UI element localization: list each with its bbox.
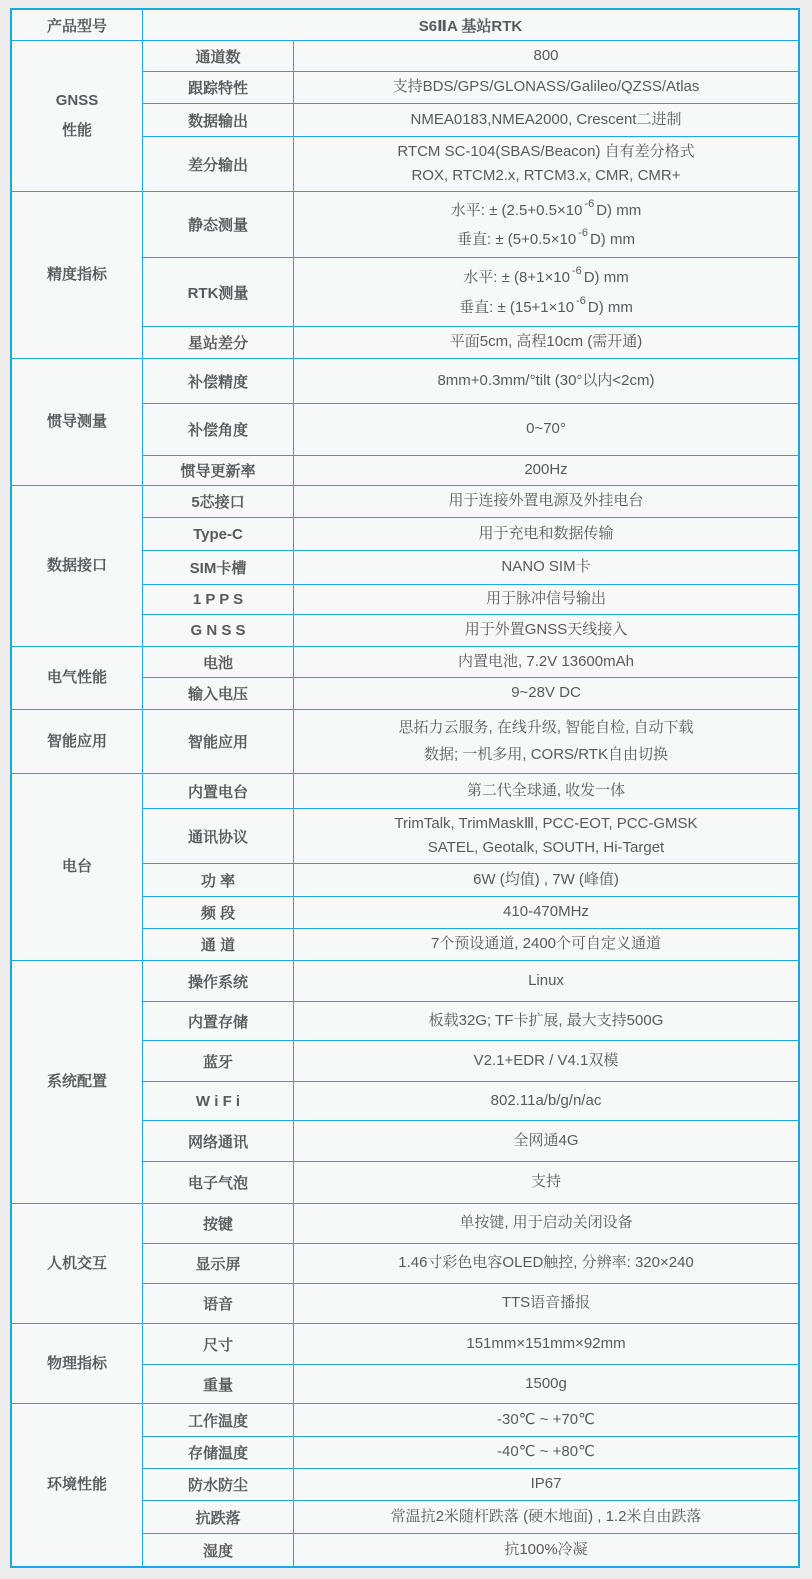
category-label: GNSS [55,92,99,109]
spec-row [143,1121,798,1162]
value-line [459,295,633,320]
value-text: -40℃ ~ +80℃ [497,1443,595,1461]
value-line [497,1441,595,1464]
value-line [397,141,694,164]
value-line [466,1333,625,1356]
superscript-exponent: -6 [571,265,582,277]
value-text: 1.46寸彩色电容OLED触控, 分辨率: 320×240 [398,1254,694,1272]
spec-row [143,864,798,897]
category-label: 人机交互 [46,1254,107,1272]
value-line [497,1409,595,1432]
spec-group [12,646,798,709]
group-rows [143,192,798,358]
param-value [294,104,798,136]
value-line [531,1171,561,1194]
spec-row [143,1324,798,1365]
param-label: 智能应用 [143,710,294,773]
value-line [525,1373,567,1396]
spec-row [143,1404,798,1437]
param-label: 重量 [143,1365,294,1403]
param-label: 差分输出 [143,137,294,191]
value-line [524,459,567,482]
category-label: 精度指标 [46,266,107,283]
param-label: 通道数 [143,41,294,71]
spec-row [143,1501,798,1534]
value-line [463,265,628,290]
spec-row [143,41,798,72]
value-line [513,1130,578,1153]
param-label: 按键 [143,1204,294,1243]
spec-group [12,1203,798,1323]
param-label: 湿度 [143,1534,294,1566]
spec-row [143,1469,798,1501]
spec-row [143,486,798,518]
spec-row [143,809,798,864]
value-line [486,588,606,611]
value-line [411,165,680,188]
param-label: 蓝牙 [143,1041,294,1081]
value-text: V2.1+EDR / V4.1双模 [473,1051,619,1069]
value-line [491,1090,602,1113]
param-label: 操作系统 [143,961,294,1001]
spec-row [143,1002,798,1041]
value-text: 用于连接外置电源及外挂电台 [448,492,644,510]
value-text: 第二代全球通, 收发一体 [466,781,626,799]
spec-row [143,678,798,709]
value-text: 800 [533,46,559,64]
param-value [294,585,798,614]
param-label: 抗跌落 [143,1501,294,1533]
param-value [294,929,798,960]
value-text: 水平: ± (8+1×10 [463,269,570,286]
param-value [294,1284,798,1323]
category-label: 电台 [61,858,92,875]
group-rows [143,647,798,709]
param-value [294,551,798,584]
value-text: 1500g [525,1374,567,1392]
spec-row [143,137,798,191]
value-text: 数据; 一机多用, CORS/RTK自由切换 [424,745,668,763]
param-value [294,456,798,485]
param-label: 星站差分 [143,327,294,358]
spec-row [143,192,798,258]
superscript-exponent: -6 [578,226,588,239]
param-value [294,192,798,257]
group-rows [143,1404,798,1566]
spec-group [12,960,798,1203]
spec-row [143,72,798,104]
param-label: 网络通讯 [143,1121,294,1161]
category-label: 系统配置 [46,1073,107,1090]
value-text: 7个预设通道, 2400个可自定义通道 [430,935,662,953]
category-cell [12,359,143,485]
param-label: 电池 [143,647,294,677]
spec-groups-container [12,40,798,1566]
param-value [294,1437,798,1468]
value-line [393,76,700,99]
value-line [533,45,558,68]
spec-group [12,773,798,960]
value-text: TTS语音播报 [501,1294,591,1312]
spec-row [143,897,798,929]
spec-row [143,1365,798,1403]
param-value [294,72,798,103]
value-line [526,418,566,441]
category-label: 性能 [61,122,92,139]
value-text: 支持BDS/GPS/GLONASS/Galileo/QZSS/Atlas [392,78,700,96]
value-text: TrimTalk, TrimMaskⅢ, PCC-EOT, PCC-GMSK [394,814,698,832]
value-text: 用于充电和数据传输 [478,524,614,542]
param-label: RTK测量 [143,258,294,326]
value-text: 200Hz [524,461,568,479]
category-cell [12,1404,143,1566]
value-text: ROX, RTCM2.x, RTCM3.x, CMR, CMR+ [411,166,681,184]
value-line [473,869,619,892]
value-line [474,1050,619,1073]
value-text: 6W (均值) , 7W (峰值) [473,870,619,888]
category-label: 环境性能 [46,1476,107,1493]
param-label: 静态测量 [143,192,294,257]
value-text: 全网通4G [513,1131,579,1149]
param-label: 通讯协议 [143,809,294,863]
param-value [294,41,798,71]
value-line [511,682,581,705]
value-text: 单按键, 用于启动关闭设备 [459,1214,633,1232]
group-rows [143,359,798,485]
spec-row [143,1041,798,1082]
param-value [294,710,798,773]
spec-row [143,404,798,456]
category-cell [12,710,143,773]
param-value [294,809,798,863]
value-line [448,490,643,513]
value-text: SATEL, Geotalk, SOUTH, Hi-Target [427,838,665,856]
value-text: 410-470MHz [503,903,589,921]
value-text: 常温抗2米随杆跌落 (硬木地面) , 1.2米自由跌落 [390,1507,702,1525]
spec-row [143,585,798,615]
value-line [424,744,668,767]
spec-group [12,191,798,358]
group-rows [143,41,798,191]
value-text: 板载32G; TF卡扩展, 最大支持500G [428,1011,664,1029]
value-text: RTCM SC-104(SBAS/Beacon) 自有差分格式 [397,142,695,160]
value-line [459,1212,632,1235]
value-text: NMEA0183,NMEA2000, Crescent二进制 [410,110,682,128]
product-spec-table [10,8,800,1568]
table-header-row [12,10,798,40]
param-value [294,1469,798,1500]
value-text: 抗100%冷凝 [504,1540,588,1558]
param-value [294,137,798,191]
value-line [501,556,590,579]
category-label: 数据接口 [46,557,107,574]
value-line [503,901,589,924]
param-label: 惯导更新率 [143,456,294,485]
spec-row [143,359,798,404]
category-cell [12,774,143,960]
spec-group [12,1403,798,1566]
value-line [398,1252,694,1275]
category-cell [12,486,143,646]
spec-group [12,485,798,646]
param-label: W i F i [143,1082,294,1120]
param-label: 频 段 [143,897,294,928]
category-label: 物理指标 [46,1354,107,1372]
param-label: 功 率 [143,864,294,896]
spec-group [12,709,798,773]
value-line [429,1010,664,1033]
param-value [294,1324,798,1364]
group-rows [143,1324,798,1403]
value-text: 9~28V DC [511,684,581,702]
value-text: D) mm [596,202,642,219]
value-text: D) mm [587,298,633,316]
param-value [294,774,798,808]
param-value [294,1204,798,1243]
param-value [294,1534,798,1566]
spec-row [143,1082,798,1121]
value-text: 用于脉冲信号输出 [485,590,606,608]
param-value [294,1041,798,1081]
spec-row [143,327,798,358]
param-label: 补偿精度 [143,359,294,403]
value-line [451,198,641,223]
param-label: G N S S [143,615,294,646]
spec-row [143,1204,798,1244]
param-value [294,897,798,928]
value-text: IP67 [530,1475,562,1493]
value-text: 水平: ± (2.5+0.5×10 [450,202,583,219]
param-label: 跟踪特性 [143,72,294,103]
value-line [391,1506,702,1529]
category-label: 电气性能 [46,669,107,686]
param-value [294,1244,798,1283]
spec-row [143,1284,798,1323]
category-cell [12,41,143,191]
param-value [294,1082,798,1120]
spec-group [12,358,798,485]
value-text: 支持 [530,1173,561,1191]
param-value [294,404,798,455]
spec-group [12,1323,798,1403]
value-text: 151mm×151mm×92mm [466,1334,626,1352]
param-value [294,1404,798,1436]
value-text: NANO SIM卡 [501,558,591,576]
spec-row [143,929,798,960]
product-model-value: S6ⅡA 基站RTK [418,17,523,35]
param-label: 输入电压 [143,678,294,709]
category-cell [12,961,143,1203]
value-text: 垂直: ± (5+0.5×10 [457,230,577,248]
param-label: 防水防尘 [143,1469,294,1500]
value-text: 内置电池, 7.2V 13600mAh [458,652,634,670]
superscript-exponent: -6 [584,198,595,210]
param-value [294,1162,798,1203]
param-value [294,961,798,1001]
spec-row [143,710,798,773]
spec-row [143,961,798,1002]
spec-row [143,1244,798,1284]
value-text: 用于外置GNSS天线接入 [464,621,628,639]
category-cell [12,192,143,358]
param-label: SIM卡槽 [143,551,294,584]
param-label: 通 道 [143,929,294,960]
spec-row [143,1437,798,1469]
param-label: 补偿角度 [143,404,294,455]
product-model-label: 产品型号 [12,10,143,40]
value-text: D) mm [589,230,635,248]
spec-row [143,258,798,327]
spec-row [143,615,798,646]
param-label: 存储温度 [143,1437,294,1468]
group-rows [143,774,798,960]
category-cell [12,647,143,709]
param-label: 数据输出 [143,104,294,136]
param-label: 工作温度 [143,1404,294,1436]
spec-row [143,551,798,585]
value-text: D) mm [583,269,629,286]
group-rows [143,1204,798,1323]
param-value [294,1501,798,1533]
value-text: 平面5cm, 高程10cm (需开通) [449,333,643,351]
value-line [431,933,661,956]
value-line [478,523,613,546]
spec-row [143,1162,798,1203]
value-line [411,109,682,132]
spec-row [143,104,798,137]
category-cell [12,1204,143,1323]
value-line [437,370,654,393]
value-line [465,619,628,642]
value-text: 垂直: ± (15+1×10 [459,298,575,316]
param-value [294,486,798,517]
spec-row [143,647,798,678]
value-line [394,813,697,836]
value-line [467,780,625,803]
category-label: 智能应用 [46,732,107,750]
param-label: 5芯接口 [143,486,294,517]
param-value [294,258,798,326]
value-text: 0~70° [526,420,566,438]
value-text: 思拓力云服务, 在线升级, 智能自检, 自动下载 [398,718,694,736]
param-value [294,647,798,677]
superscript-exponent: -6 [576,294,586,307]
value-text: -30℃ ~ +70℃ [497,1410,595,1428]
param-value [294,1121,798,1161]
spec-row [143,774,798,809]
param-value [294,518,798,550]
group-rows [143,710,798,773]
value-line [428,837,664,860]
spec-row [143,1534,798,1566]
param-label: 电子气泡 [143,1162,294,1203]
param-value [294,359,798,403]
param-label: 语音 [143,1284,294,1323]
param-value [294,1002,798,1040]
value-line [457,227,635,252]
value-line [450,331,643,354]
value-line [502,1292,590,1315]
param-value [294,678,798,709]
param-value [294,615,798,646]
value-line [528,970,564,993]
value-line [398,717,693,740]
category-cell [12,1324,143,1403]
param-value [294,1365,798,1403]
category-label: 惯导测量 [46,413,107,430]
param-label: 1 P P S [143,585,294,614]
value-line [531,1473,562,1496]
spec-group [12,40,798,191]
value-line [458,651,634,674]
value-text: 8mm+0.3mm/°tilt (30°以内<2cm) [437,371,655,389]
param-value [294,327,798,358]
group-rows [143,486,798,646]
value-text: 802.11a/b/g/n/ac [490,1091,602,1109]
spec-row [143,518,798,551]
value-text: Linux [528,971,564,989]
param-label: 内置存储 [143,1002,294,1040]
value-line [504,1539,587,1562]
param-label: 尺寸 [143,1324,294,1364]
param-label: 内置电台 [143,774,294,808]
spec-row [143,456,798,485]
param-label: Type-C [143,518,294,550]
param-label: 显示屏 [143,1244,294,1283]
param-value [294,864,798,896]
group-rows [143,961,798,1203]
